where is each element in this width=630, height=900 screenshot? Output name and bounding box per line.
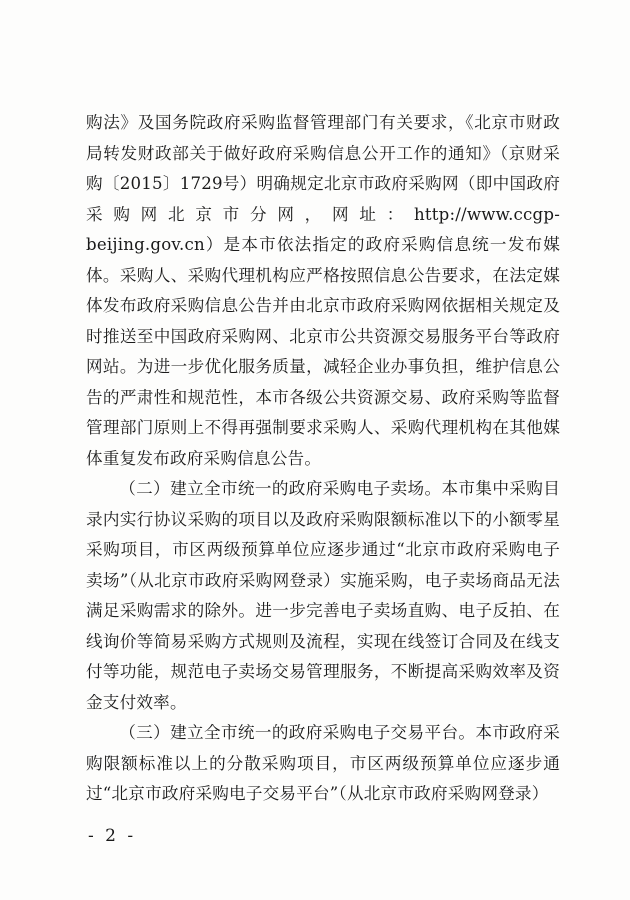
paragraph-section-2: （二）建立全市统一的政府采购电子卖场。本市集中采购目录内实行协议采购的项目以及政府采购限额标准以下的小额零星采购项目，市区两级预算单位应逐步通过“北京市政府采购电子卖场”（从北京市政府采购网登录）实施采购，电子卖场商品无法满足采购需求的除外。进一步完善电子卖场直购、电子反拍、在线询价等简易采购方式规则及流程，实现在线签订合同及在线支付等功能，规范电子卖场交易管理服务，不断提高采购效率及资金支付效率。 (86, 479, 560, 712)
body-text (86, 108, 560, 810)
paragraph-continuation: 购法》及国务院政府采购监督管理部门有关要求，《北京市财政局转发财政部关于做好政府采购信息公开工作的通知》（京财采购〔2015〕1729号）明确规定北京市政府采购网（即中国政府采购网北京市分网，网址：http://www.ccgp-beijing.gov.cn）是本市依法指定的政府采购信息统一发布媒体。采购人、采购代理机构应严格按照信息公告要求，在法定媒体发布政府采购信息公告并由北京市政府采购网依据相关规定及时推送至中国政府采购网、北京市公共资源交易服务平台等政府网站。为进一步优化服务质量，减轻企业办事负担，维护信息公告的严肃性和规范性，本市各级公共资源交易、政府采购等监督管理部门原则上不得再强制要求采购人、采购代理机构在其他媒体重复发布政府采购信息公告。 (86, 113, 560, 468)
paragraph-section-3: （三）建立全市统一的政府采购电子交易平台。本市政府采购限额标准以上的分散采购项目，市区两级预算单位应逐步通过“北京市政府采购电子交易平台”（从北京市政府采购网登录） (86, 723, 560, 803)
page-number: - 2 - (88, 826, 137, 846)
